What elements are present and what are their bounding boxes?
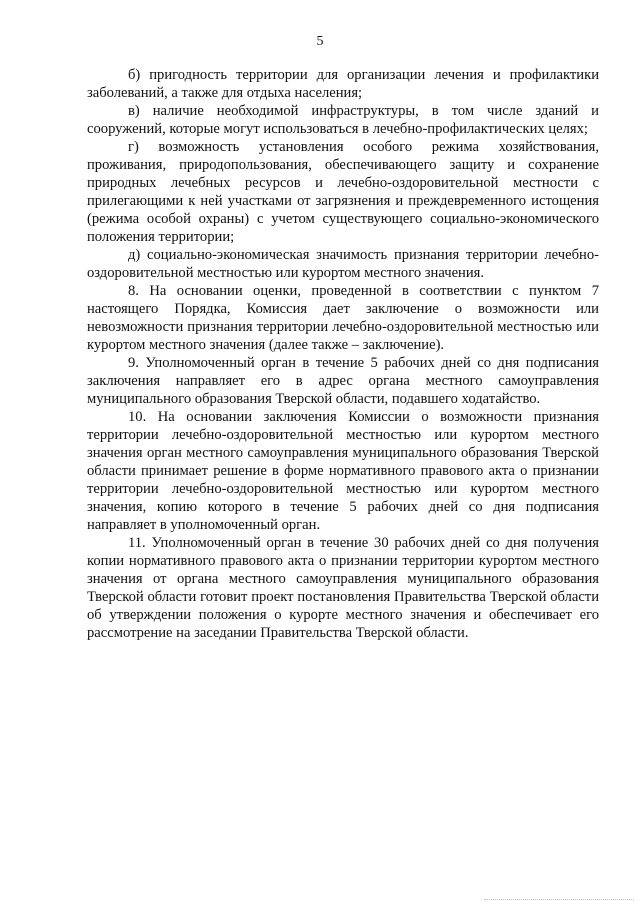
paragraph-item-d: д) социально-экономическая значимость признания территории лечебно-оздоровительной местностью или курортом местного значения. xyxy=(87,247,599,281)
scan-edge-mark xyxy=(484,899,634,903)
paragraph-11: 11. Уполномоченный орган в течение 30 рабочих дней со дня получения копии нормативного правового акта о признании территории курортом местного значения от органа местного самоуправления муниципального образования Тверской области готовит проект постановления Правительства Тверской области об утверждении положения о курорте местного значения и обеспечивает его рассмотрение на заседании Правительства Тверской области. xyxy=(87,535,599,641)
document-body xyxy=(87,66,599,642)
page-number: 5 xyxy=(316,34,324,49)
paragraph-8: 8. На основании оценки, проведенной в соответствии с пунктом 7 настоящего Порядка, Комиссия дает заключение о возможности или невозможности признания территории лечебно-оздоровительной местностью или курортом местного значения (далее также – заключение). xyxy=(87,283,599,353)
paragraph-item-b: б) пригодность территории для организации лечения и профилактики заболеваний, а также для отдыха населения; xyxy=(87,67,599,101)
paragraph-item-v: в) наличие необходимой инфраструктуры, в том числе зданий и сооружений, которые могут использоваться в лечебно-профилактических целях; xyxy=(87,103,599,137)
paragraph-9: 9. Уполномоченный орган в течение 5 рабочих дней со дня подписания заключения направляет его в адрес органа местного самоуправления муниципального образования Тверской области, подавшего ходатайство. xyxy=(87,355,599,407)
paragraph-item-g: г) возможность установления особого режима хозяйствования, проживания, природопользования, обеспечивающего защиту и сохранение природных лечебных ресурсов и лечебно-оздоровительной местности с прилегающими к ней участками от загрязнения и преждевременного истощения (режима особой охраны) с учетом существующего социально-экономического положения территории; xyxy=(87,139,599,245)
paragraph-10: 10. На основании заключения Комиссии о возможности признания территории лечебно-оздоровительной местностью или курортом местного значения орган местного самоуправления муниципального образования Тверской области принимает решение в форме нормативного правового акта о признании территории лечебно-оздоровительной местностью или курортом местного значения, копию которого в течение 5 рабочих дней со дня подписания направляет в уполномоченный орган. xyxy=(87,409,599,533)
